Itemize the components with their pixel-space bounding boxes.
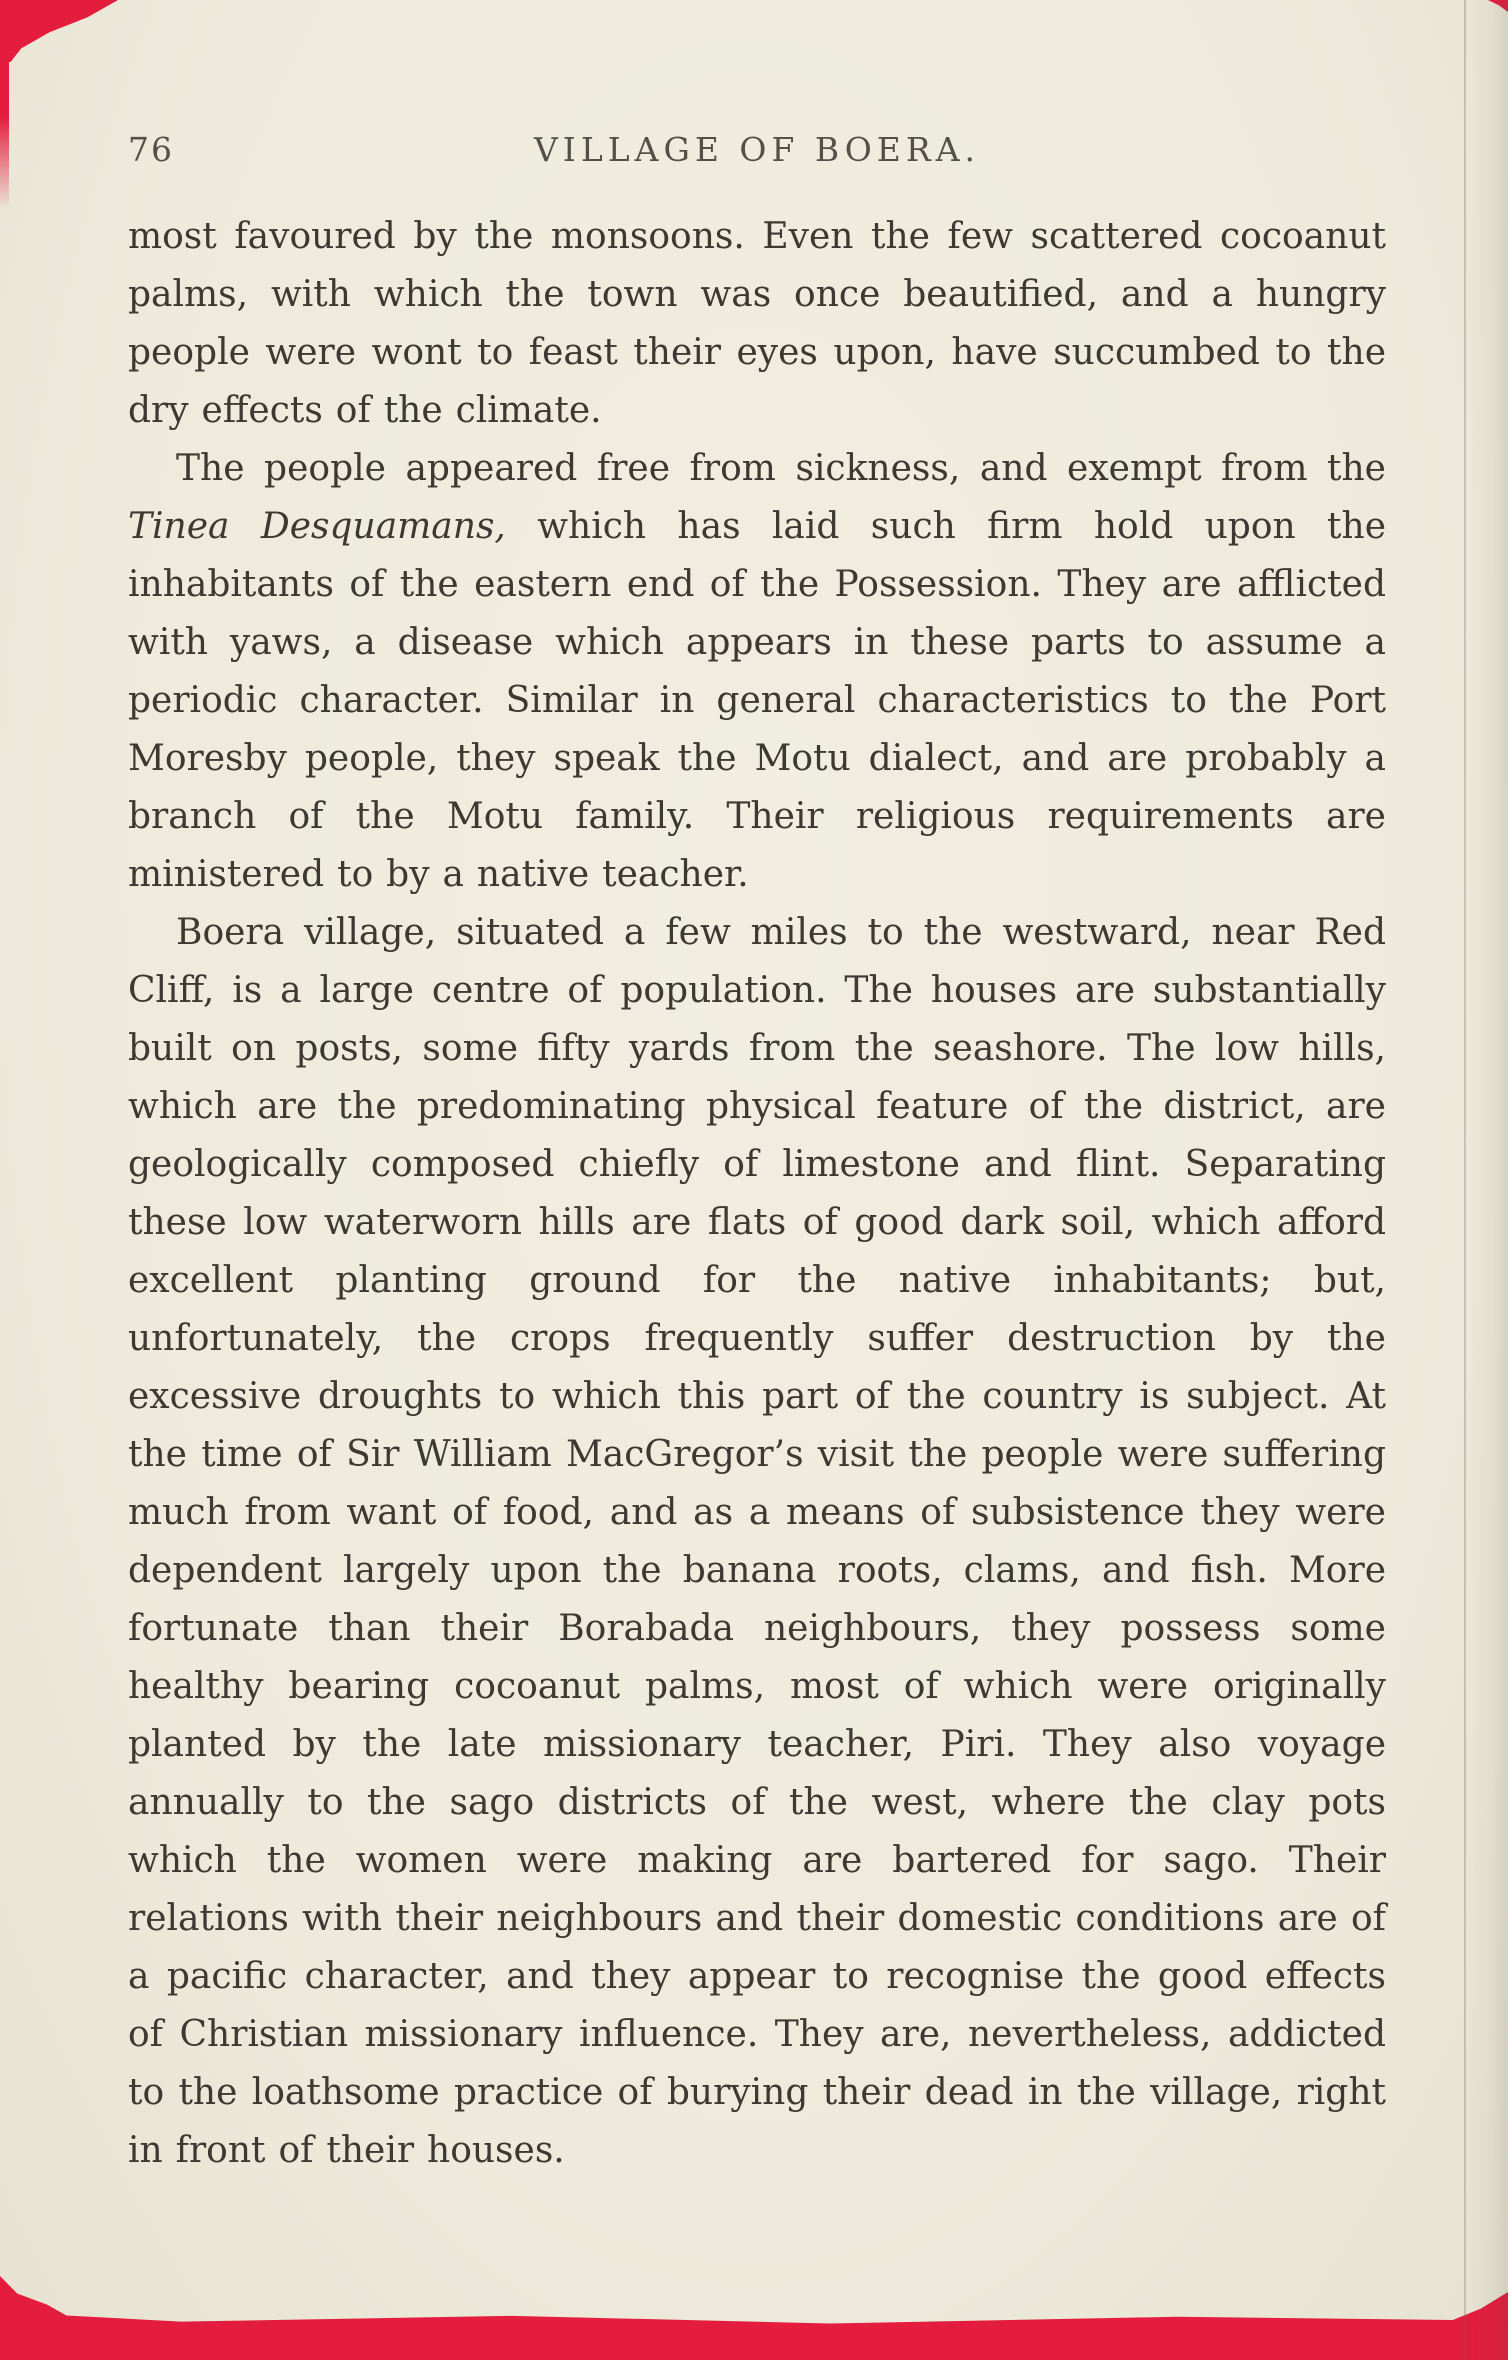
text-segment: Boera village, situated a few miles to the westward, near Red Cliff, is a large centre of population. The houses are substantially built on posts, some fifty yards from the seashore. The low hills, which are the predominating physical feature of the district, are geologically composed chiefly of limestone and flint. Separating these low waterworn hills are flats of good dark soil, which afford excellent planting ground for the native inhabitants; but, unfortunately, the crops frequently suffer destruction by the excessive droughts to which this part of the country is subject. At the time of Sir William MacGregor’s visit the people were suffering much from want of food, and as a means of subsistence they were dependent largely upon the banana roots, clams, and fish. More fortunate than their Borabada neighbours, they possess some healthy bearing cocoanut palms, most of which were originally planted by the late missionary teacher, Piri. They also voyage annually to the sago districts of the west, where the clay pots which the women were making are bartered for sago. Their relations with their neighbours and their domestic conditions are of a pacific character, and they appear to recognise the good effects of Christian missionary influence. They are, nevertheless, addicted to the loathsome practice of burying their dead in the village, right in front of their houses. xyxy=(128,912,1386,2171)
paragraph xyxy=(128,440,1386,904)
scan-red-edge-bottom-band xyxy=(0,2312,1508,2360)
text-segment: most favoured by the monsoons. Even the few scattered cocoanut palms, with which the town was once beautified, and a hungry people were wont to feast their eyes upon, have succumbed to the dry effects of the climate. xyxy=(128,216,1386,431)
running-head: VILLAGE OF BOERA. xyxy=(533,130,981,169)
scan-red-edge-top-left xyxy=(0,0,118,62)
italic-text-segment: Tinea Desquamans, xyxy=(128,506,506,547)
text-block xyxy=(128,208,1386,2180)
text-segment: The people appeared free from sickness, and exempt from the xyxy=(176,448,1386,489)
scan-red-edge-left-strip xyxy=(0,0,9,210)
text-segment: which has laid such firm hold upon the inhabitants of the eastern end of the Possession. They are afflicted with yaws, a disease which appears in these parts to assume a periodic character. Similar in general characteristics to the Port Moresby people, they speak the Motu dialect, and are probably a branch of the Motu family. Their religious requirements are ministered to by a native teacher. xyxy=(128,506,1386,895)
page-number: 76 xyxy=(128,130,174,169)
paragraph xyxy=(128,904,1386,2180)
paragraph xyxy=(128,208,1386,440)
page-edge-shade xyxy=(1466,0,1508,2360)
page-header xyxy=(128,130,1386,178)
